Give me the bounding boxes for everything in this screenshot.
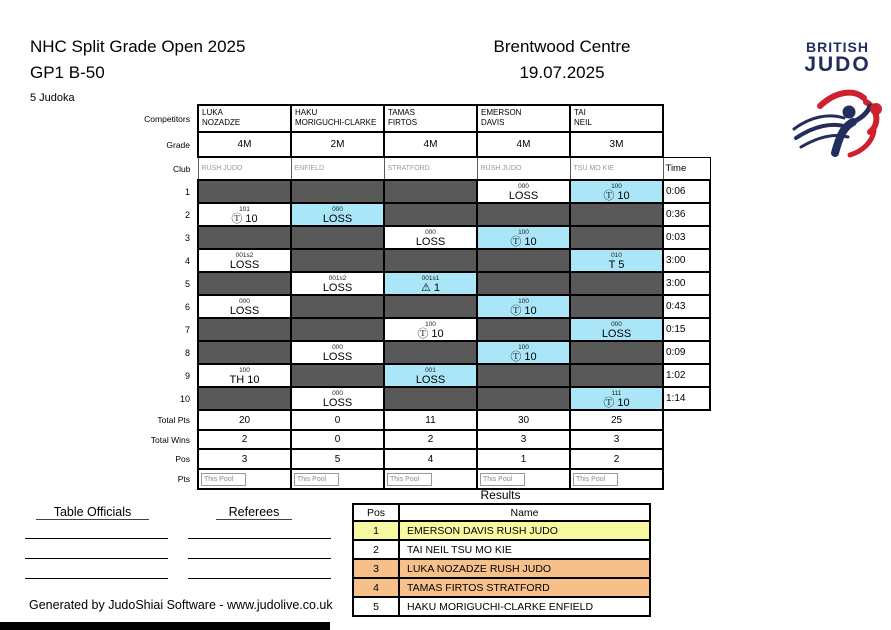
match-row-number: 6: [184, 301, 190, 312]
competitor-club: TSU MO KIE: [570, 157, 663, 180]
total-points-cell: 20: [198, 410, 291, 430]
time-column-header: Time: [663, 157, 710, 180]
match-cell: [291, 203, 384, 226]
pts-cell: [291, 469, 384, 489]
position-cell: 5: [291, 449, 384, 469]
match-result: LOSS: [508, 189, 539, 202]
match-row-number: 7: [184, 324, 190, 335]
competitor-grade: 4M: [384, 132, 477, 157]
match-cell: [570, 203, 663, 226]
score-code: 000: [332, 205, 343, 213]
position-cell: 2: [570, 449, 663, 469]
match-cell: [477, 226, 570, 249]
match-cell: [384, 203, 477, 226]
result-name: TAMAS FIRTOS STRATFORD: [399, 578, 650, 597]
result-name: HAKU MORIGUCHI-CLARKE ENFIELD: [399, 597, 650, 616]
match-cell: [198, 203, 291, 226]
score-code: 001: [425, 366, 436, 374]
row-label-total_pts: Total Pts: [157, 415, 190, 425]
match-row-number: 1: [184, 186, 190, 197]
score-code: 100: [518, 228, 529, 236]
results-table: [352, 503, 651, 617]
score-code: 000: [239, 297, 250, 305]
match-cell: [198, 272, 291, 295]
match-cell: [291, 387, 384, 410]
competitor-name: HAKU MORIGUCHI-CLARKE: [291, 105, 384, 132]
signature-line: [25, 578, 168, 579]
score-code: 000: [332, 343, 343, 351]
score-code: 100: [239, 366, 250, 374]
result-name: TAI NEIL TSU MO KIE: [399, 540, 650, 559]
this-pool-box: This Pool: [294, 473, 339, 486]
score-code: 100: [425, 320, 436, 328]
match-time: 1:02: [663, 364, 710, 387]
signature-line: [25, 538, 168, 539]
row-label-club: Club: [173, 163, 191, 174]
match-cell: [291, 272, 384, 295]
match-result: LOSS: [415, 373, 446, 386]
match-cell: [477, 341, 570, 364]
results-header-name: Name: [399, 504, 650, 521]
judo-figure-icon: [792, 79, 884, 167]
pts-cell: [477, 469, 570, 489]
match-cell: [384, 295, 477, 318]
match-row-number: 4: [184, 255, 190, 266]
match-time: 0:15: [663, 318, 710, 341]
match-result: T 5: [608, 258, 625, 271]
result-row: [353, 540, 650, 559]
competitor-name: LUKA NOZADZE: [198, 105, 291, 132]
match-row-number: 2: [184, 209, 190, 220]
result-row: [353, 578, 650, 597]
row-label-grade: Grade: [166, 139, 190, 150]
result-position: 3: [353, 559, 399, 578]
match-cell: [570, 295, 663, 318]
footer-credit: Generated by JudoShiai Software - www.judolive.co.uk: [29, 598, 333, 612]
competitor-name: TAI NEIL: [570, 105, 663, 132]
match-cell: [384, 226, 477, 249]
match-cell: [291, 341, 384, 364]
match-cell: [477, 203, 570, 226]
match-cell: [570, 318, 663, 341]
signature-line: [25, 558, 168, 559]
match-result: LOSS: [322, 350, 353, 363]
score-code: 101: [239, 205, 250, 213]
match-result: Ⓣ 10: [231, 212, 258, 225]
pts-cell: [384, 469, 477, 489]
score-code: 000: [611, 320, 622, 328]
competitor-grade: 3M: [570, 132, 663, 157]
match-result: Ⓣ 10: [603, 189, 630, 202]
total-wins-cell: 2: [198, 430, 291, 449]
match-row-number: 3: [184, 232, 190, 243]
match-result: Ⓣ 10: [417, 327, 444, 340]
score-code: 100: [611, 182, 622, 190]
match-result: ⚠ 1: [420, 281, 441, 294]
score-code: 000: [518, 182, 529, 190]
competitor-name: EMERSON DAVIS: [477, 105, 570, 132]
spacer-cell: [663, 105, 710, 132]
total-points-cell: 30: [477, 410, 570, 430]
match-time: 0:43: [663, 295, 710, 318]
results-header-pos: Pos: [353, 504, 399, 521]
match-time: 3:00: [663, 249, 710, 272]
bottom-edge-bar: [0, 622, 330, 630]
match-cell: [477, 249, 570, 272]
match-row-number: 5: [184, 278, 190, 289]
match-cell: [477, 387, 570, 410]
result-position: 4: [353, 578, 399, 597]
row-label-pos: Pos: [175, 454, 190, 464]
row-label-total_wins: Total Wins: [150, 434, 190, 445]
match-cell: [570, 341, 663, 364]
match-cell: [477, 364, 570, 387]
result-row: [353, 597, 650, 616]
pts-cell: [570, 469, 663, 489]
match-cell: [570, 180, 663, 203]
match-cell: [570, 226, 663, 249]
score-code: 001s1: [421, 274, 440, 282]
logo-text-judo: JUDO: [804, 53, 871, 76]
position-cell: 4: [384, 449, 477, 469]
match-result: LOSS: [229, 258, 260, 271]
score-code: 010: [611, 251, 622, 259]
match-row-number: 9: [184, 370, 190, 381]
result-row: [353, 521, 650, 540]
match-cell: [198, 249, 291, 272]
total-wins-cell: 0: [291, 430, 384, 449]
row-label-competitors: Competitors: [144, 113, 190, 124]
match-time: 0:03: [663, 226, 710, 249]
competitor-club: RUSH JUDO: [477, 157, 570, 180]
score-code: 100: [518, 343, 529, 351]
match-cell: [198, 387, 291, 410]
competitor-grade: 4M: [477, 132, 570, 157]
competitor-name: TAMAS FIRTOS: [384, 105, 477, 132]
match-result: LOSS: [322, 212, 353, 225]
row-label-pts: Pts: [177, 474, 190, 484]
match-cell: [291, 295, 384, 318]
venue-name: Brentwood Centre: [493, 37, 631, 56]
result-row: [353, 559, 650, 578]
logo-text-british: BRITISH: [806, 39, 869, 55]
match-result: TH 10: [229, 373, 260, 386]
position-cell: 3: [198, 449, 291, 469]
match-result: Ⓣ 10: [510, 350, 537, 363]
result-position: 1: [353, 521, 399, 540]
match-result: LOSS: [415, 235, 446, 248]
match-row-number: 8: [184, 347, 190, 358]
signature-line: [188, 558, 331, 559]
this-pool-box: This Pool: [387, 473, 432, 486]
match-cell: [198, 295, 291, 318]
signature-line: [188, 538, 331, 539]
competitor-club: ENFIELD: [291, 157, 384, 180]
total-wins-cell: 3: [477, 430, 570, 449]
match-result: Ⓣ 10: [603, 396, 630, 409]
total-points-cell: 25: [570, 410, 663, 430]
match-cell: [477, 295, 570, 318]
match-cell: [384, 272, 477, 295]
competitor-club: STRATFORD: [384, 157, 477, 180]
total-points-cell: 11: [384, 410, 477, 430]
match-cell: [198, 341, 291, 364]
tournament-title: NHC Split Grade Open 2025: [30, 37, 246, 56]
match-cell: [570, 387, 663, 410]
match-cell: [198, 318, 291, 341]
match-time: 3:00: [663, 272, 710, 295]
score-code: 001s2: [328, 274, 347, 282]
match-cell: [570, 364, 663, 387]
match-time: 1:14: [663, 387, 710, 410]
signature-line: [188, 578, 331, 579]
match-cell: [384, 364, 477, 387]
match-cell: [198, 180, 291, 203]
match-cell: [291, 364, 384, 387]
result-name: LUKA NOZADZE RUSH JUDO: [399, 559, 650, 578]
judoka-count: 5 Judoka: [30, 92, 75, 104]
match-cell: [291, 249, 384, 272]
position-cell: 1: [477, 449, 570, 469]
match-cell: [384, 249, 477, 272]
this-pool-box: This Pool: [573, 473, 618, 486]
competitor-grade: 4M: [198, 132, 291, 157]
category-title: GP1 B-50: [30, 63, 105, 82]
match-cell: [198, 364, 291, 387]
match-cell: [384, 180, 477, 203]
match-result: LOSS: [322, 281, 353, 294]
match-time: 0:06: [663, 180, 710, 203]
match-cell: [477, 272, 570, 295]
match-cell: [384, 341, 477, 364]
total-wins-cell: 3: [570, 430, 663, 449]
match-cell: [384, 387, 477, 410]
match-result: Ⓣ 10: [510, 235, 537, 248]
match-time: 0:09: [663, 341, 710, 364]
british-judo-logo: [790, 40, 885, 172]
match-cell: [291, 180, 384, 203]
result-position: 5: [353, 597, 399, 616]
match-result: Ⓣ 10: [510, 304, 537, 317]
match-time: 0:36: [663, 203, 710, 226]
score-code: 111: [611, 389, 622, 397]
match-row-number: 10: [179, 393, 190, 404]
score-code: 100: [518, 297, 529, 305]
match-cell: [198, 226, 291, 249]
result-position: 2: [353, 540, 399, 559]
match-cell: [477, 318, 570, 341]
this-pool-box: This Pool: [201, 473, 246, 486]
score-code: 000: [332, 389, 343, 397]
match-result: LOSS: [601, 327, 632, 340]
competitor-grade: 2M: [291, 132, 384, 157]
match-cell: [384, 318, 477, 341]
match-cell: [291, 318, 384, 341]
results-title: Results: [480, 488, 521, 502]
match-result: LOSS: [229, 304, 260, 317]
pool-table: [130, 104, 711, 490]
this-pool-box: This Pool: [480, 473, 525, 486]
table-officials-label: Table Officials: [36, 505, 149, 520]
competitor-club: RUSH JUDO: [198, 157, 291, 180]
total-wins-cell: 2: [384, 430, 477, 449]
referees-label: Referees: [216, 505, 292, 520]
result-name: EMERSON DAVIS RUSH JUDO: [399, 521, 650, 540]
match-cell: [570, 249, 663, 272]
match-cell: [477, 180, 570, 203]
pts-cell: [198, 469, 291, 489]
match-cell: [291, 226, 384, 249]
score-code: 000: [425, 228, 436, 236]
total-points-cell: 0: [291, 410, 384, 430]
score-code: 001s2: [235, 251, 254, 259]
match-cell: [570, 272, 663, 295]
match-result: LOSS: [322, 396, 353, 409]
spacer-cell: [663, 132, 710, 157]
event-date: 19.07.2025: [519, 63, 605, 82]
